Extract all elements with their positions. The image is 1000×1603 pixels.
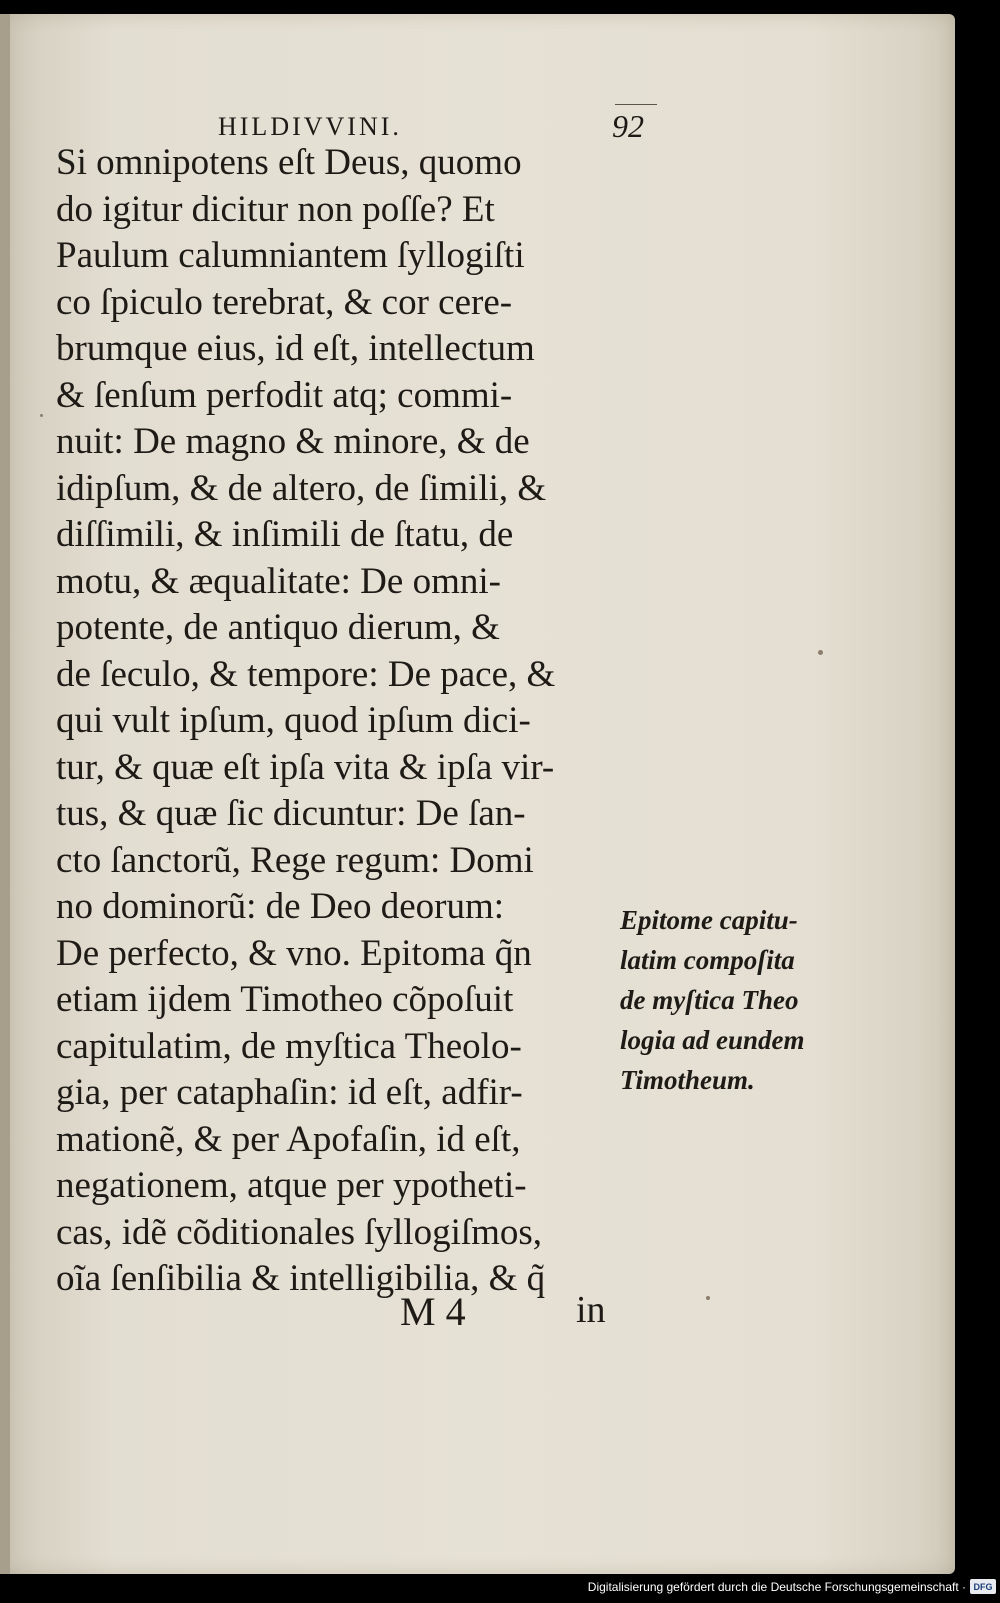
text-line: co ſpiculo terebrat, & cor cere- — [56, 281, 513, 323]
marginal-note-line: logia ad eundem — [620, 1025, 805, 1055]
catchword: in — [576, 1289, 606, 1331]
page-foot — [400, 1288, 640, 1338]
page-number-rule — [615, 104, 657, 105]
page-number: 92 — [612, 108, 644, 144]
marginal-note-line: Epitome capitu- — [620, 905, 798, 935]
marginal-note-line: de myſtica Theo — [620, 985, 799, 1015]
paper-speck — [818, 650, 823, 655]
text-line: capitulatim, de myſtica Theolo- — [56, 1025, 522, 1067]
body-text — [56, 140, 626, 1303]
text-line: diſſimili, & inſimili de ſtatu, de — [56, 514, 514, 555]
text-line: nuit: De magno & minore, & de — [56, 421, 530, 462]
text-line: cto ſanctorũ, Rege regum: Domi — [56, 839, 534, 881]
text-line: no dominorũ: de Deo deorum: — [56, 886, 505, 927]
paper-speck — [40, 414, 43, 417]
text-line: de ſeculo, & tempore: De pace, & — [56, 653, 556, 695]
text-line: negationem, atque per ypotheti- — [56, 1165, 527, 1206]
footer-bar — [0, 1574, 1000, 1603]
footer-credit: Digitalisierung gefördert durch die Deutsche Forschungsgemeinschaft · — [587, 1580, 966, 1594]
text-line: cas, idẽ cõditionales ſyllogiſmos, — [56, 1211, 543, 1253]
paper-speck — [706, 1296, 710, 1300]
text-line: potente, de antiquo dierum, & — [56, 607, 500, 648]
text-line: oĩa ſenſibilia & intelligibilia, & q̃ — [56, 1258, 546, 1299]
marginal-note-line: Timotheum. — [620, 1065, 755, 1095]
text-line: Si omnipotens eſt Deus, quomo — [56, 142, 522, 183]
text-line: De perfecto, & vno. Epitoma q̃n — [56, 932, 532, 974]
text-line: gia, per cataphaſin: id eſt, adfir- — [56, 1072, 523, 1113]
text-line: tus, & quæ ſic dicuntur: De ſan- — [56, 793, 526, 834]
text-line: mationẽ, & per Apofaſin, id eſt, — [56, 1118, 521, 1160]
text-line: brumque eius, id eſt, intellectum — [56, 328, 535, 369]
text-line: qui vult ipſum, quod ipſum dici- — [56, 700, 531, 741]
text-line: idipſum, & de altero, de ſimili, & — [56, 467, 547, 509]
text-line: tur, & quæ eſt ipſa vita & ipſa vir- — [56, 746, 555, 788]
signature-mark: M 4 — [400, 1289, 466, 1334]
page-gutter — [0, 14, 10, 1574]
dfg-logo[interactable] — [970, 1579, 996, 1594]
text-line: Paulum calumniantem ſyllogiſti — [56, 235, 525, 276]
marginal-note — [620, 900, 840, 1100]
text-line: do igitur dicitur non poſſe? Et — [56, 188, 495, 230]
text-line: & ſenſum perfodit atq; commi- — [56, 374, 513, 416]
text-line: etiam ijdem Timotheo cõpoſuit — [56, 979, 514, 1020]
dfg-logo-text: DFG — [973, 1581, 993, 1592]
text-line: motu, & æqualitate: De omni- — [56, 560, 501, 602]
marginal-note-line: latim compoſita — [620, 945, 795, 975]
running-head: HILDIVVINI. — [218, 112, 402, 141]
